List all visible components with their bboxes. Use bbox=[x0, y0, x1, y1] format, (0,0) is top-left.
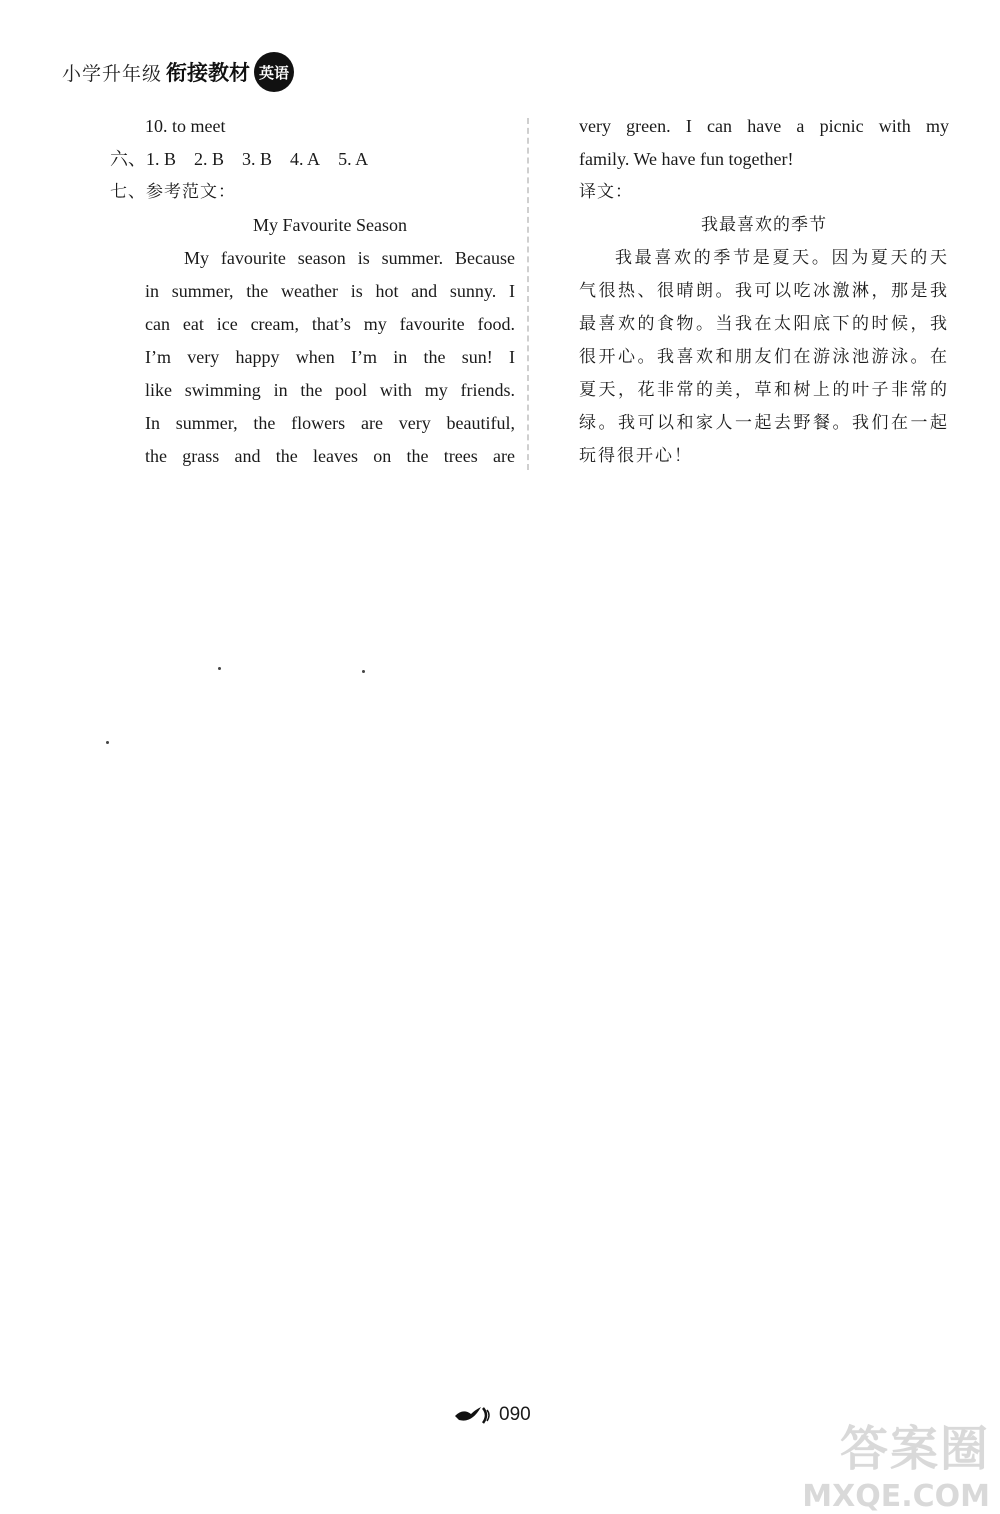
section-6-answers bbox=[110, 143, 520, 176]
answer-5: 5. A bbox=[338, 149, 369, 169]
answer-3: 3. B bbox=[242, 149, 273, 169]
watermark bbox=[802, 1410, 990, 1514]
essay-line: In summer, the flowers are very beautiful, bbox=[145, 413, 515, 433]
page-number: 090 bbox=[499, 1404, 531, 1425]
essay-line: I’m very happy when I’m in the sun! I bbox=[145, 347, 515, 367]
translation-label: 译文： bbox=[579, 182, 633, 202]
right-column bbox=[579, 110, 949, 473]
essay-title: My Favourite Season bbox=[253, 215, 407, 235]
print-speck bbox=[362, 670, 365, 673]
series-title: 小学升年级 bbox=[62, 62, 163, 85]
translation-line: 最喜欢的食物。当我在太阳底下的时候，我 bbox=[579, 314, 949, 334]
left-column bbox=[110, 110, 520, 473]
translation-line: 气很热、很晴朗。我可以吃冰激淋，那是我 bbox=[579, 281, 949, 301]
subject-badge: 英语 bbox=[254, 52, 294, 92]
answer-4: 4. A bbox=[290, 149, 321, 169]
essay-line: very green. I can have a picnic with my bbox=[579, 116, 949, 136]
essay-line: in summer, the weather is hot and sunny. I bbox=[145, 281, 515, 301]
series-title-bold: 衔接教材 bbox=[166, 61, 251, 85]
translation-line: 我最喜欢的季节是夏天。因为夏天的天 bbox=[615, 248, 949, 268]
section-6-label: 六、 bbox=[110, 149, 146, 169]
answer-item-10: 10. to meet bbox=[145, 116, 226, 136]
translation-title: 我最喜欢的季节 bbox=[701, 215, 827, 235]
answer-1: 1. B bbox=[146, 149, 177, 169]
essay-line: like swimming in the pool with my friends. bbox=[145, 380, 515, 400]
essay-line: family. We have fun together! bbox=[579, 149, 794, 169]
essay-line: the grass and the leaves on the trees are bbox=[145, 446, 515, 466]
column-divider bbox=[527, 118, 529, 470]
essay-line: can eat ice cream, that’s my favourite food. bbox=[145, 314, 515, 334]
answer-2: 2. B bbox=[194, 149, 225, 169]
print-speck bbox=[218, 667, 221, 670]
translation-line: 绿。我可以和家人一起去野餐。我们在一起 bbox=[579, 413, 949, 433]
translation-line: 玩得很开心！ bbox=[579, 446, 693, 466]
swallow-icon bbox=[453, 1404, 493, 1426]
translation-line: 夏天，花非常的美，草和树上的叶子非常的 bbox=[579, 380, 949, 400]
section-7-label: 七、参考范文： bbox=[110, 182, 236, 202]
essay-line: My favourite season is summer. Because bbox=[184, 248, 515, 268]
page-footer bbox=[453, 1404, 531, 1426]
book-header bbox=[62, 52, 294, 92]
print-speck bbox=[106, 741, 109, 744]
translation-line: 很开心。我喜欢和朋友们在游泳池游泳。在 bbox=[579, 347, 949, 367]
watermark-text: 答案圈 bbox=[839, 1421, 990, 1477]
watermark-url: MXQE.COM bbox=[802, 1479, 990, 1514]
